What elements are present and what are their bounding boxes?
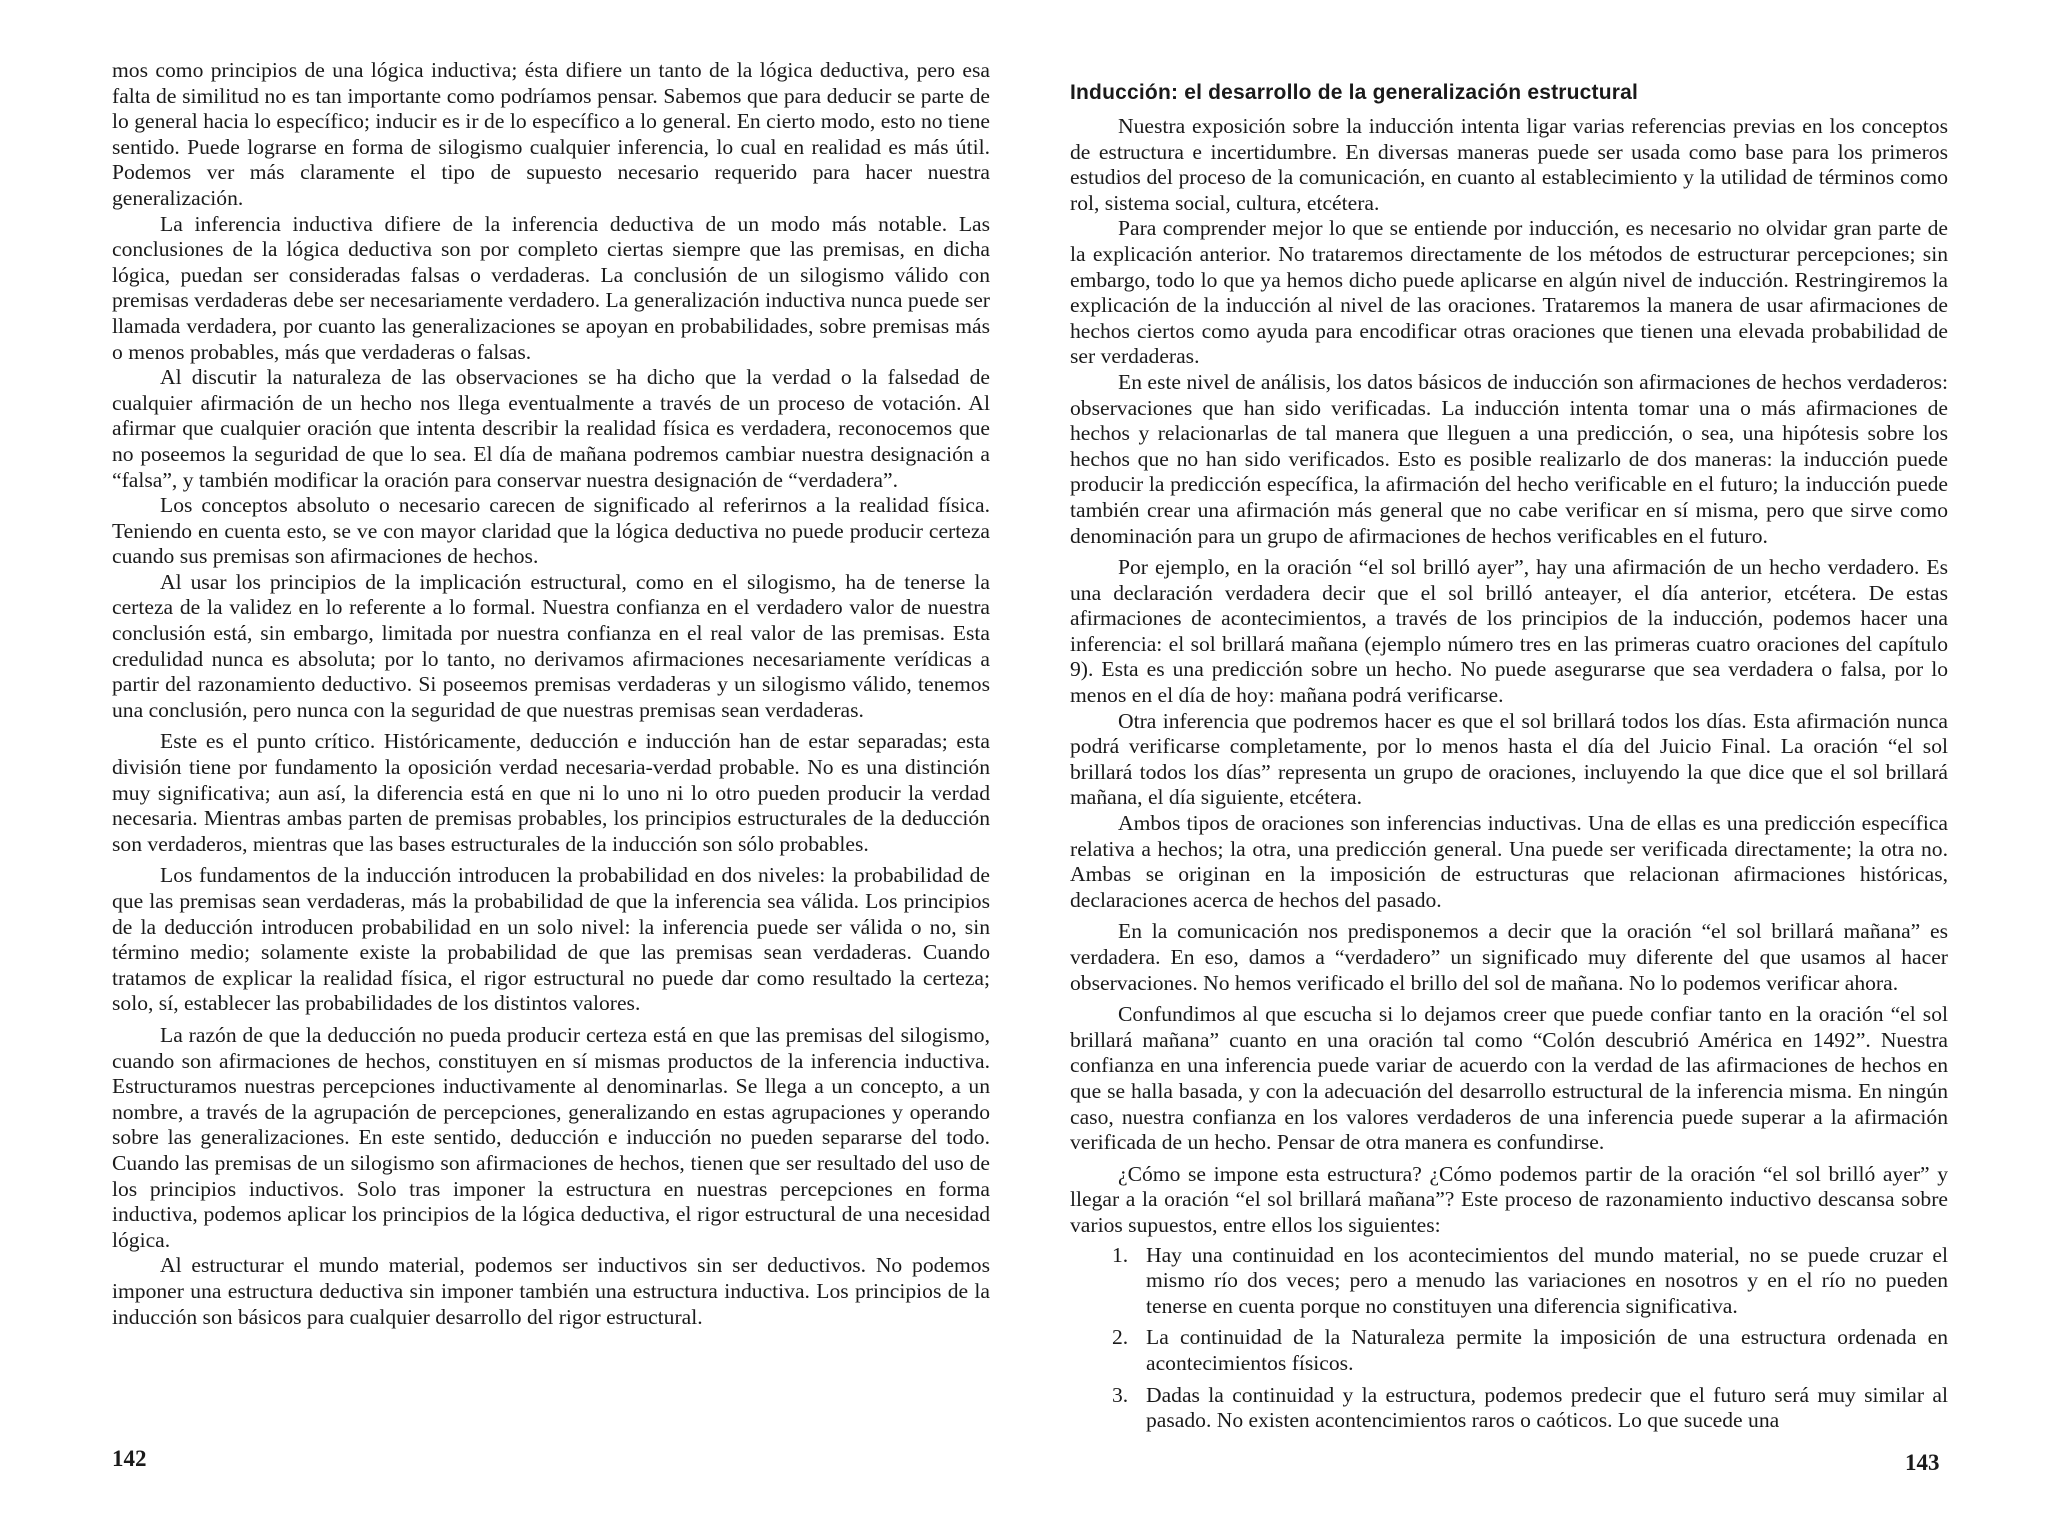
body-paragraph: Nuestra exposición sobre la inducción intenta ligar varias referencias previas en los conceptos de estructura e incertidumbre. En diversas maneras puede ser usada como base para los primeros estudios del proceso de la comunicación, en cuanto al establecimiento y la utilidad de términos como rol, sistema social, cultura, etcétera. [1070, 114, 1948, 215]
list-item-number: 1. [1112, 1242, 1129, 1267]
body-paragraph: Este es el punto crítico. Históricamente, deducción e inducción han de estar separadas; esta división tiene por fundamento la oposición verdad necesaria-verdad probable. No es una distinción muy significativa; aun así, la diferencia está en que ni lo uno ni lo otro pueden producir la verdad necesaria. Mientras ambas parten de premisas probables, los principios estructurales de la deducción son verdaderos, mientras que las bases estructurales de la inducción son sólo probables. [112, 729, 990, 856]
list-item-number: 3. [1112, 1382, 1129, 1407]
section-heading: Inducción: el desarrollo de la generalización estructural [1070, 81, 1639, 104]
body-paragraph: Al discutir la naturaleza de las observaciones se ha dicho que la verdad o la falsedad de cualquier afirmación de un hecho nos llega eventualmente a través de un proceso de votación. Al afirmar que cualquier oración que intenta describir la realidad física es verdadera, reconocemos que no poseemos la seguridad de que lo sea. El día de mañana podremos cambiar nuestra designación a “falsa”, y también modificar la oración para conservar nuestra designación de “verdadera”. [112, 365, 990, 492]
page-number-right: 143 [1905, 1450, 1940, 1475]
body-paragraph: Los fundamentos de la inducción introducen la probabilidad en dos niveles: la probabilidad de que las premisas sean verdaderas, más la probabilidad de que la inferencia sea válida. Los principios de la deducción introducen probabilidad en un solo nivel: la inferencia puede ser válida o no, sin término medio; solamente existe la probabilidad de que las premisas sean verdaderas. Cuando tratamos de explicar la realidad física, el rigor estructural no puede dar como resultado la certeza; solo, sí, establecer las probabilidades de los distintos valores. [112, 863, 990, 1016]
list-item-text: Hay una continuidad en los acontecimientos del mundo material, no se puede cruzar el mismo río dos veces; pero a menudo las variaciones en nosotros y en el río no pueden tenerse en cuenta porque no constituyen una diferencia significativa. [1146, 1242, 1948, 1318]
list-item-number: 2. [1112, 1325, 1129, 1350]
body-paragraph: mos como principios de una lógica inductiva; ésta difiere un tanto de la lógica deductiva, pero esa falta de similitud no es tan importante como podríamos pensar. Sabemos que para deducir se parte de lo general hacia lo específico; inducir es ir de lo específico a lo general. En cierto modo, esto no tiene sentido. Puede lograrse en forma de silogismo cualquier inferencia, lo cual en realidad es más útil. Podemos ver más claramente el tipo de supuesto necesario requerido para hacer nuestra generalización. [112, 58, 990, 210]
body-paragraph: La inferencia inductiva difiere de la inferencia deductiva de un modo más notable. Las conclusiones de la lógica deductiva son por completo ciertas siempre que las premisas, en dicha lógica, puedan ser consideradas falsas o verdaderas. La conclusión de un silogismo válido con premisas verdaderas debe ser necesariamente verdadero. La generalización inductiva nunca puede ser llamada verdadera, por cuanto las generalizaciones se apoyan en probabilidades, sobre premisas más o menos probables, más que verdaderas o falsas. [112, 211, 990, 364]
body-paragraph: En la comunicación nos predisponemos a decir que la oración “el sol brillará mañana” es verdadera. En eso, damos a “verdadero” un significado muy diferente del que usamos al hacer observaciones. No hemos verificado el brillo del sol de mañana. No lo podemos verificar ahora. [1070, 919, 1948, 995]
body-paragraph: Confundimos al que escucha si lo dejamos creer que puede confiar tanto en la oración “el sol brillará mañana” cuanto en una oración tal como “Colón descubrió América en 1492”. Nuestra confianza en una inferencia puede variar de acuerdo con la verdad de las afirmaciones de hechos en que se halla basada, y con la adecuación del desarrollo estructural de la inferencia misma. En ningún caso, nuestra confianza en los valores verdaderos de una inferencia puede superar a la afirmación verificada de un hecho. Pensar de otra manera es confundirse. [1070, 1002, 1948, 1155]
body-paragraph: Por ejemplo, en la oración “el sol brilló ayer”, hay una afirmación de un hecho verdadero. Es una declaración verdadera decir que el sol brilló anteayer, el día anterior, etcétera. De estas afirmaciones de acontecimientos, a través de los principios de la inducción, podemos hacer una inferencia: el sol brillará mañana (ejemplo número tres en las primeras cuatro oraciones del capítulo 9). Esta es una predicción sobre un hecho. No puede asegurarse que sea verdadera o falsa, por lo menos en el día de hoy: mañana podrá verificarse. [1070, 555, 1948, 708]
left-page [112, 58, 990, 1330]
body-paragraph: Al estructurar el mundo material, podemos ser inductivos sin ser deductivos. No podemos imponer una estructura deductiva sin imponer también una estructura inductiva. Los principios de la inducción son básicos para cualquier desarrollo del rigor estructural. [112, 1253, 990, 1329]
list-item [1070, 1383, 1948, 1434]
list-item-text: Dadas la continuidad y la estructura, podemos predecir que el futuro será muy similar al pasado. No existen acontencimientos raros o caóticos. Lo que sucede una [1146, 1382, 1948, 1433]
list-item [1070, 1325, 1948, 1376]
page-number-left: 142 [112, 1446, 147, 1471]
list-item [1070, 1243, 1948, 1320]
assumption-list [1070, 1243, 1948, 1434]
body-paragraph: ¿Cómo se impone esta estructura? ¿Cómo podemos partir de la oración “el sol brilló ayer” y llegar a la oración “el sol brillará mañana”? Este proceso de razonamiento inductivo descansa sobre varios supuestos, entre ellos los siguientes: [1070, 1161, 1948, 1237]
body-paragraph: Para comprender mejor lo que se entiende por inducción, es necesario no olvidar gran parte de la explicación anterior. No trataremos directamente de los métodos de estructurar percepciones; sin embargo, todo lo que ya hemos dicho puede aplicarse en algún nivel de inducción. Restringiremos la explicación de la inducción al nivel de las oraciones. Trataremos la manera de usar afirmaciones de hechos ciertos como ayuda para encodificar otras oraciones que tienen una elevada probabilidad de ser verdaderas. [1070, 216, 1948, 369]
body-paragraph: Los conceptos absoluto o necesario carecen de significado al referirnos a la realidad física. Teniendo en cuenta esto, se ve con mayor claridad que la lógica deductiva no puede producir certeza cuando sus premisas son afirmaciones de hechos. [112, 493, 990, 569]
body-paragraph: Ambos tipos de oraciones son inferencias inductivas. Una de ellas es una predicción específica relativa a hechos; la otra, una predicción general. Una puede ser verificada directamente; la otra no. Ambas se originan en la imposición de estructuras que relacionan afirmaciones históricas, declaraciones acerca de hechos del pasado. [1070, 811, 1948, 912]
body-paragraph: Al usar los principios de la implicación estructural, como en el silogismo, ha de tenerse la certeza de la validez en lo referente a lo formal. Nuestra confianza en el verdadero valor de nuestra conclusión está, sin embargo, limitada por nuestra confianza en el real valor de las premisas. Esta credulidad nunca es absoluta; por lo tanto, no derivamos afirmaciones necesariamente verídicas a partir del razonamiento deductivo. Si poseemos premisas verdaderas y un silogismo válido, tenemos una conclusión, pero nunca con la seguridad de que nuestras premisas sean verdaderas. [112, 569, 990, 722]
body-paragraph: En este nivel de análisis, los datos básicos de inducción son afirmaciones de hechos verdaderos: observaciones que han sido verificadas. La inducción intenta tomar una o más afirmaciones de hechos y relacionarlas de tal manera que lleguen a una predicción, o sea, una hipótesis sobre los hechos que no han sido verificados. Esto es posible realizarlo de dos maneras: la inducción puede producir la predicción específica, la afirmación del hecho verificable en el futuro; la inducción puede también crear una afirmación más general que no cabe verificar en sí misma, pero que sirve como denominación para un grupo de afirmaciones de hechos verificables en el futuro. [1070, 369, 1948, 548]
right-page [1070, 58, 1948, 1440]
body-paragraph: Otra inferencia que podremos hacer es que el sol brillará todos los días. Esta afirmación nunca podrá verificarse completamente, por lo menos hasta el día del Juicio Final. La oración “el sol brillará todos los días” representa un grupo de oraciones, incluyendo la que dice que el sol brillará mañana, el día siguiente, etcétera. [1070, 708, 1948, 810]
list-item-text: La continuidad de la Naturaleza permite la imposición de una estructura ordenada en acontecimientos físicos. [1146, 1325, 1948, 1375]
body-paragraph: La razón de que la deducción no pueda producir certeza está en que las premisas del silogismo, cuando son afirmaciones de hechos, constituyen en sí mismas productos de la inferencia inductiva. Estructuramos nuestras percepciones inductivamente al denominarlas. Se llega a un concepto, a un nombre, a través de la agrupación de percepciones, generalizando en estas agrupaciones y operando sobre las generalizaciones. En este sentido, deducción e inducción no pueden separarse del todo. Cuando las premisas de un silogismo son afirmaciones de hechos, tienen que ser resultado del uso de los principios inductivos. Solo tras imponer la estructura en nuestras percepciones en forma inductiva, podemos aplicar los principios de la lógica deductiva, el rigor estructural de una necesidad lógica. [112, 1022, 990, 1252]
